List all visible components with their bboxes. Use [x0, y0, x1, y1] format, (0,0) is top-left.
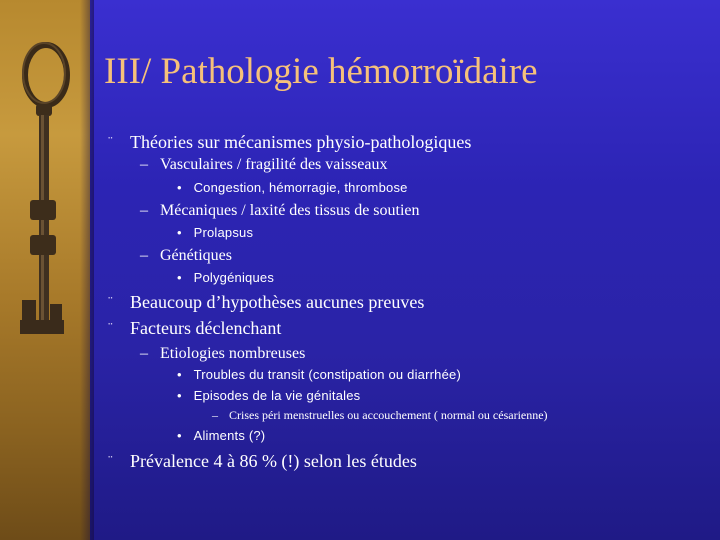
diamond-bullet-icon: ¨ — [108, 454, 113, 469]
detail-text: Episodes de la vie génitales — [193, 388, 361, 403]
dash-marker: – — [140, 247, 148, 264]
detail-troubles-transit — [177, 367, 461, 382]
subbullet-mecaniques — [140, 202, 420, 220]
slide-title: III/ Pathologie hémorroïdaire — [104, 51, 538, 92]
bullet-text: Facteurs déclenchant — [130, 318, 282, 338]
detail-text: Crises péri menstruelles ou accouchement ( normal ou césarienne) — [229, 408, 548, 422]
detail-text: Polygéniques — [193, 270, 275, 285]
dash-marker: – — [140, 202, 148, 219]
bullet-text: Beaucoup d’hypothèses aucunes preuves — [130, 292, 425, 312]
subbullet-etiologies — [140, 345, 305, 363]
subbullet-text: Etiologies nombreuses — [160, 345, 306, 362]
detail-text: Aliments (?) — [193, 428, 266, 443]
dash-marker: – — [140, 345, 148, 362]
subbullet-vasculaires — [140, 156, 387, 174]
detail-crises — [212, 408, 548, 423]
detail-text: Congestion, hémorragie, thrombose — [193, 180, 408, 195]
detail-polygeniques — [177, 270, 274, 285]
detail-aliments — [177, 428, 265, 443]
subbullet-text: Mécaniques / laxité des tissus de soutien — [160, 202, 420, 219]
dot-marker: • — [177, 180, 182, 195]
antique-key-icon — [0, 0, 90, 540]
dash-marker: – — [140, 156, 148, 173]
dash-marker: – — [212, 408, 218, 422]
subbullet-text: Vasculaires / fragilité des vaisseaux — [160, 156, 388, 173]
detail-prolapsus — [177, 225, 253, 240]
bullet-text: Prévalence 4 à 86 % (!) selon les études — [130, 451, 417, 471]
dot-marker: • — [177, 388, 182, 403]
sidebar-shadow — [80, 0, 94, 540]
detail-episodes — [177, 388, 360, 403]
detail-text: Prolapsus — [193, 225, 254, 240]
diamond-bullet-icon: ¨ — [108, 321, 113, 336]
detail-congestion — [177, 180, 408, 195]
bullet-text: Théories sur mécanismes physio-pathologiques — [130, 132, 472, 152]
diamond-bullet-icon: ¨ — [108, 135, 113, 150]
subbullet-text: Génétiques — [160, 247, 232, 264]
subbullet-genetiques — [140, 247, 232, 265]
dot-marker: • — [177, 225, 182, 240]
diamond-bullet-icon: ¨ — [108, 295, 113, 310]
dot-marker: • — [177, 367, 182, 382]
detail-text: Troubles du transit (constipation ou diarrhée) — [193, 367, 461, 382]
dot-marker: • — [177, 428, 182, 443]
dot-marker: • — [177, 270, 182, 285]
